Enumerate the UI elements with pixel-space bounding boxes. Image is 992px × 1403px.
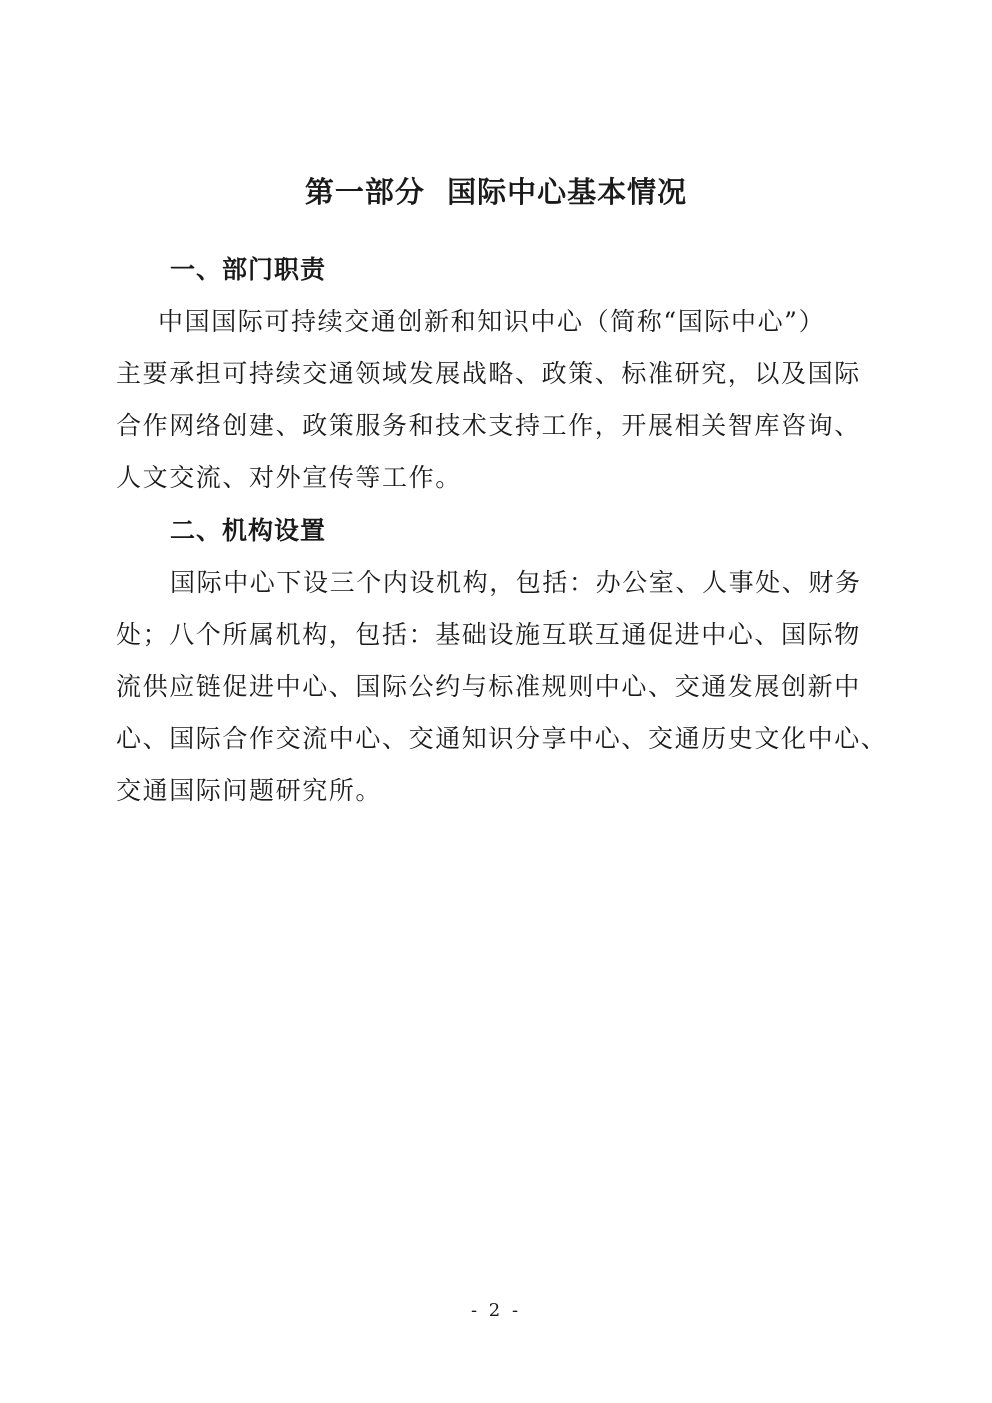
page-number: - 2 - — [470, 1300, 522, 1321]
section-heading-organization-structure: 二、机构设置 — [170, 516, 327, 545]
section-heading-department-duties: 一、部门职责 — [170, 255, 327, 284]
page-title: 第一部分 国际中心基本情况 — [304, 175, 688, 209]
paragraph-line: 交通国际问题研究所。 — [116, 776, 383, 805]
paragraph-line: 流供应链促进中心、国际公约与标准规则中心、交通发展创新中 — [116, 672, 861, 701]
paragraph-line: 国际中心下设三个内设机构，包括：办公室、人事处、财务 — [170, 568, 862, 597]
paragraph-line: 合作网络创建、政策服务和技术支持工作，开展相关智库咨询、 — [116, 411, 861, 440]
paragraph-line: 人文交流、对外宣传等工作。 — [116, 463, 462, 492]
paragraph-line: 主要承担可持续交通领域发展战略、政策、标准研究，以及国际 — [116, 359, 861, 388]
paragraph-line: 处；八个所属机构，包括：基础设施互联互通促进中心、国际物 — [116, 620, 861, 649]
paragraph-line: 中国国际可持续交通创新和知识中心（简称“国际中心”） — [158, 307, 826, 336]
paragraph-line: 心、国际合作交流中心、交通知识分享中心、交通历史文化中心、 — [116, 724, 888, 753]
